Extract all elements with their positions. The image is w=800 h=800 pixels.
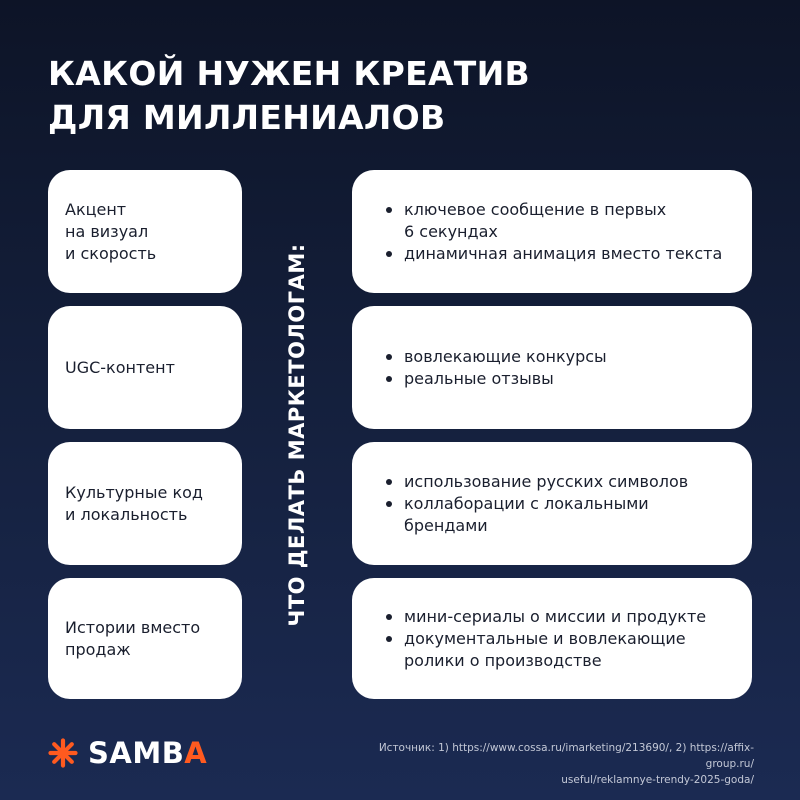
brand-wordmark-accent: A bbox=[184, 736, 208, 770]
list-item-text: ключевое сообщение в первых 6 секундах bbox=[404, 199, 667, 241]
brand-logo bbox=[48, 736, 207, 770]
list-item bbox=[386, 199, 722, 243]
topic-label: UGC-контент bbox=[65, 357, 175, 377]
list-item bbox=[386, 628, 706, 672]
list-item bbox=[386, 243, 722, 265]
asterisk-icon bbox=[48, 738, 78, 768]
list-item-text: документальные и вовлекающие ролики о производстве bbox=[404, 628, 686, 670]
brand-wordmark-main: SAMB bbox=[88, 736, 185, 770]
topic-card-1 bbox=[48, 170, 242, 293]
list-item-text: вовлекающие конкурсы bbox=[404, 346, 607, 366]
brand-wordmark bbox=[88, 736, 207, 770]
list-item bbox=[386, 346, 607, 368]
list-item-text: реальные отзывы bbox=[404, 368, 554, 388]
tips-list bbox=[386, 606, 706, 672]
bullet-icon bbox=[386, 636, 392, 642]
tips-card-1 bbox=[352, 170, 752, 293]
tips-list bbox=[386, 471, 688, 537]
tips-card-3 bbox=[352, 442, 752, 565]
bullet-icon bbox=[386, 354, 392, 360]
vertical-section-label: ЧТО ДЕЛАТЬ МАРКЕТОЛОГАМ: bbox=[285, 243, 309, 627]
bullet-icon bbox=[386, 207, 392, 213]
page-title-line-2: ДЛЯ МИЛЛЕНИАЛОВ bbox=[48, 98, 446, 137]
list-item-text: мини-сериалы о миссии и продукте bbox=[404, 606, 707, 626]
tips-list bbox=[386, 346, 607, 390]
bullet-icon bbox=[386, 479, 392, 485]
topic-card-4 bbox=[48, 578, 242, 699]
tips-list bbox=[386, 199, 722, 265]
bullet-icon bbox=[386, 501, 392, 507]
list-item bbox=[386, 606, 706, 628]
source-note: Источник: 1) https://www.cossa.ru/imarketing/213690/, 2) https://affix-group.ru/ useful/reklamnye-trendy-2025-goda/ bbox=[378, 742, 754, 786]
page-title bbox=[48, 52, 530, 140]
list-item-text: динамичная анимация вместо текста bbox=[404, 243, 723, 263]
list-item bbox=[386, 368, 607, 390]
bullet-icon bbox=[386, 376, 392, 382]
topic-label: Истории вместо продаж bbox=[65, 617, 201, 659]
list-item-text: коллаборации с локальными брендами bbox=[404, 493, 649, 535]
bullet-icon bbox=[386, 614, 392, 620]
list-item-text: использование русских символов bbox=[404, 471, 689, 491]
topic-card-3 bbox=[48, 442, 242, 565]
bullet-icon bbox=[386, 251, 392, 257]
tips-card-2 bbox=[352, 306, 752, 429]
topic-label: Культурные код и локальность bbox=[65, 482, 203, 524]
list-item bbox=[386, 493, 688, 537]
topic-label: Акцент на визуал и скорость bbox=[65, 199, 157, 263]
list-item bbox=[386, 471, 688, 493]
page-title-line-1: КАКОЙ НУЖЕН КРЕАТИВ bbox=[48, 54, 530, 93]
tips-card-4 bbox=[352, 578, 752, 699]
topic-card-2 bbox=[48, 306, 242, 429]
